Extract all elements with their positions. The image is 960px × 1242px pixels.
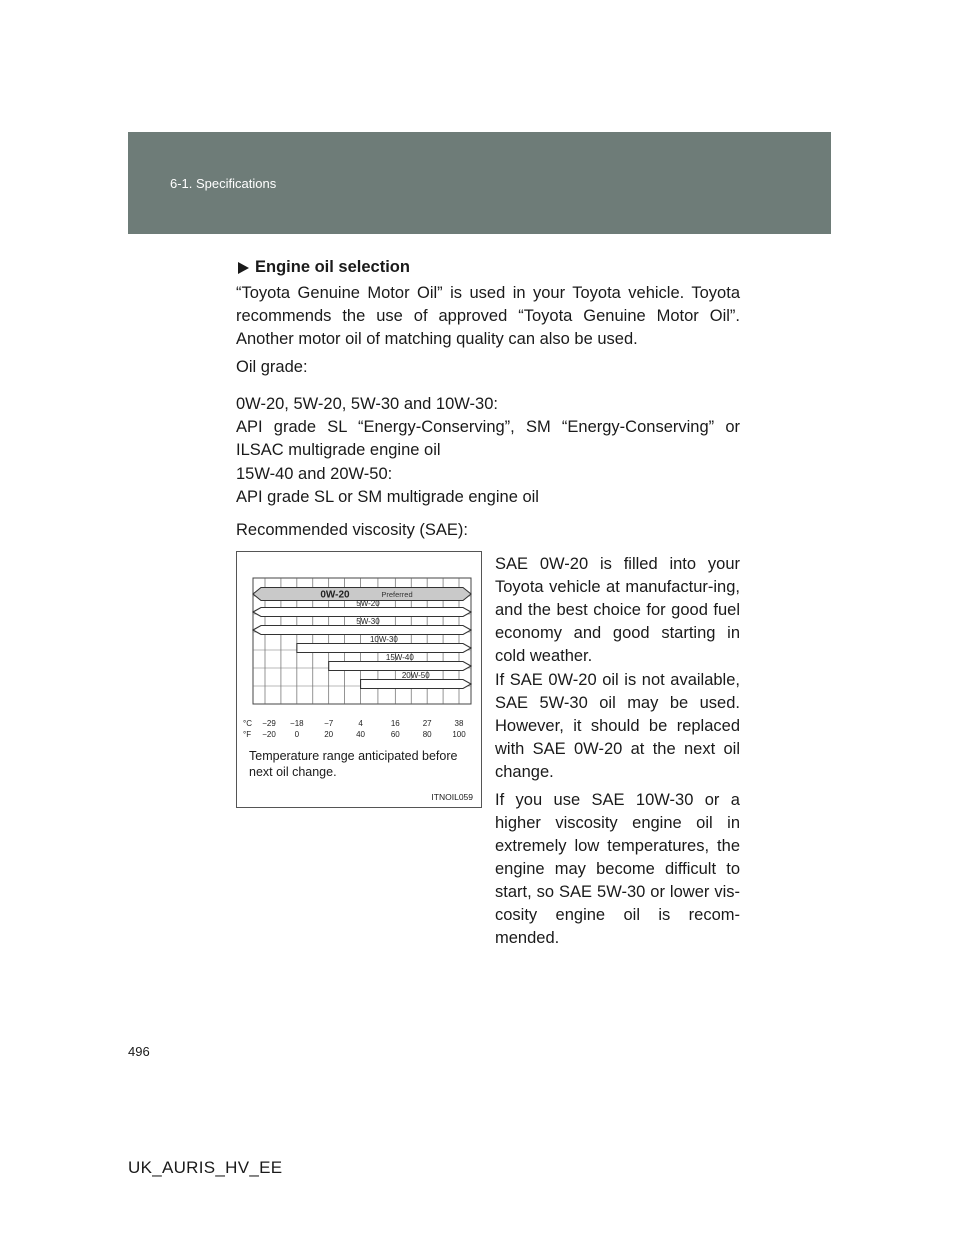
- grade-bar-5w-20: [253, 608, 471, 617]
- celsius-tick-label: −18: [290, 719, 304, 728]
- page-number: 496: [128, 1044, 150, 1059]
- fahrenheit-tick-label: 80: [422, 730, 432, 739]
- viscosity-label: Recommended viscosity (SAE):: [236, 521, 468, 539]
- figure-code: ITNOIL059: [431, 792, 473, 802]
- celsius-tick-label: −7: [324, 719, 334, 728]
- bullet-icon: [238, 262, 249, 274]
- grade1-text: API grade SL “Energy-Conserving”, SM “Energy-Conserving” or ILSAC multigrade engine oil: [236, 418, 740, 459]
- viscosity-chart: [237, 552, 481, 742]
- figure-caption: Temperature range anticipated before next oil change.: [249, 749, 458, 779]
- grade1-title: 0W-20, 5W-20, 5W-30 and 10W-30:: [236, 395, 498, 413]
- grade-note: Preferred: [381, 590, 413, 599]
- celsius-tick-label: 27: [422, 719, 432, 728]
- grade-label: 0W-20: [320, 589, 350, 601]
- grade2-block: [236, 463, 740, 509]
- fahrenheit-tick-label: 20: [324, 730, 334, 739]
- heading-text: Engine oil selection: [255, 258, 410, 276]
- section-title: 6-1. Specifications: [170, 176, 277, 191]
- fahrenheit-tick-label: −20: [262, 730, 276, 739]
- unit-fahrenheit: °F: [243, 730, 252, 739]
- intro-paragraph: “Toyota Genuine Motor Oil” is used in your Toyota vehicle. Toyota recommends the use of approved “Toyota Genuine Motor Oil”. Another motor oil of matching quality can also be used.: [236, 284, 740, 348]
- grade2-title: 15W-40 and 20W-50:: [236, 465, 393, 483]
- celsius-tick-label: 16: [390, 719, 400, 728]
- celsius-tick-label: −29: [262, 719, 276, 728]
- right-para-2: If SAE 0W-20 oil is not available, SAE 5W-30 oil may be used. However, it should be replaced with SAE 0W-20 at the next oil change.: [495, 671, 740, 781]
- fahrenheit-tick-label: 0: [294, 730, 300, 739]
- fahrenheit-tick-label: 40: [356, 730, 366, 739]
- grade-label: 5W-30: [356, 617, 380, 626]
- right-para-3: If you use SAE 10W-30 or a higher viscosity engine oil in extremely low temperatures, the engine may become difficult to start, so SAE 5W-30 or lower vis-cosity engine oil is recom-mended.: [495, 791, 740, 947]
- grade-label: 15W-40: [385, 653, 414, 662]
- grade-label: 10W-30: [369, 635, 398, 644]
- grade-label: 5W-20: [356, 599, 380, 608]
- grade2-text: API grade SL or SM multigrade engine oil: [236, 488, 539, 506]
- grade-bar-15w-40: [329, 662, 471, 671]
- grade-bar-5w-30: [253, 626, 471, 635]
- oil-grade-label: Oil grade:: [236, 358, 308, 376]
- grade-bar-20w-50: [361, 680, 471, 689]
- grade-bar-10w-30: [297, 644, 471, 653]
- header-band: [128, 132, 831, 234]
- celsius-tick-label: 4: [358, 719, 363, 728]
- fahrenheit-tick-label: 100: [452, 730, 466, 739]
- grade1-block: [236, 393, 740, 462]
- right-para-1: SAE 0W-20 is filled into your Toyota vehicle at manufactur-ing, and the best choice for good fuel economy and good starting in cold weather.: [495, 555, 740, 665]
- celsius-tick-label: 38: [454, 719, 464, 728]
- footer-code: UK_AURIS_HV_EE: [128, 1158, 283, 1177]
- viscosity-chart-figure: [236, 551, 482, 808]
- fahrenheit-tick-label: 60: [390, 730, 400, 739]
- unit-celsius: °C: [243, 719, 252, 728]
- section-heading: [236, 256, 740, 279]
- grade-label: 20W-50: [401, 671, 430, 680]
